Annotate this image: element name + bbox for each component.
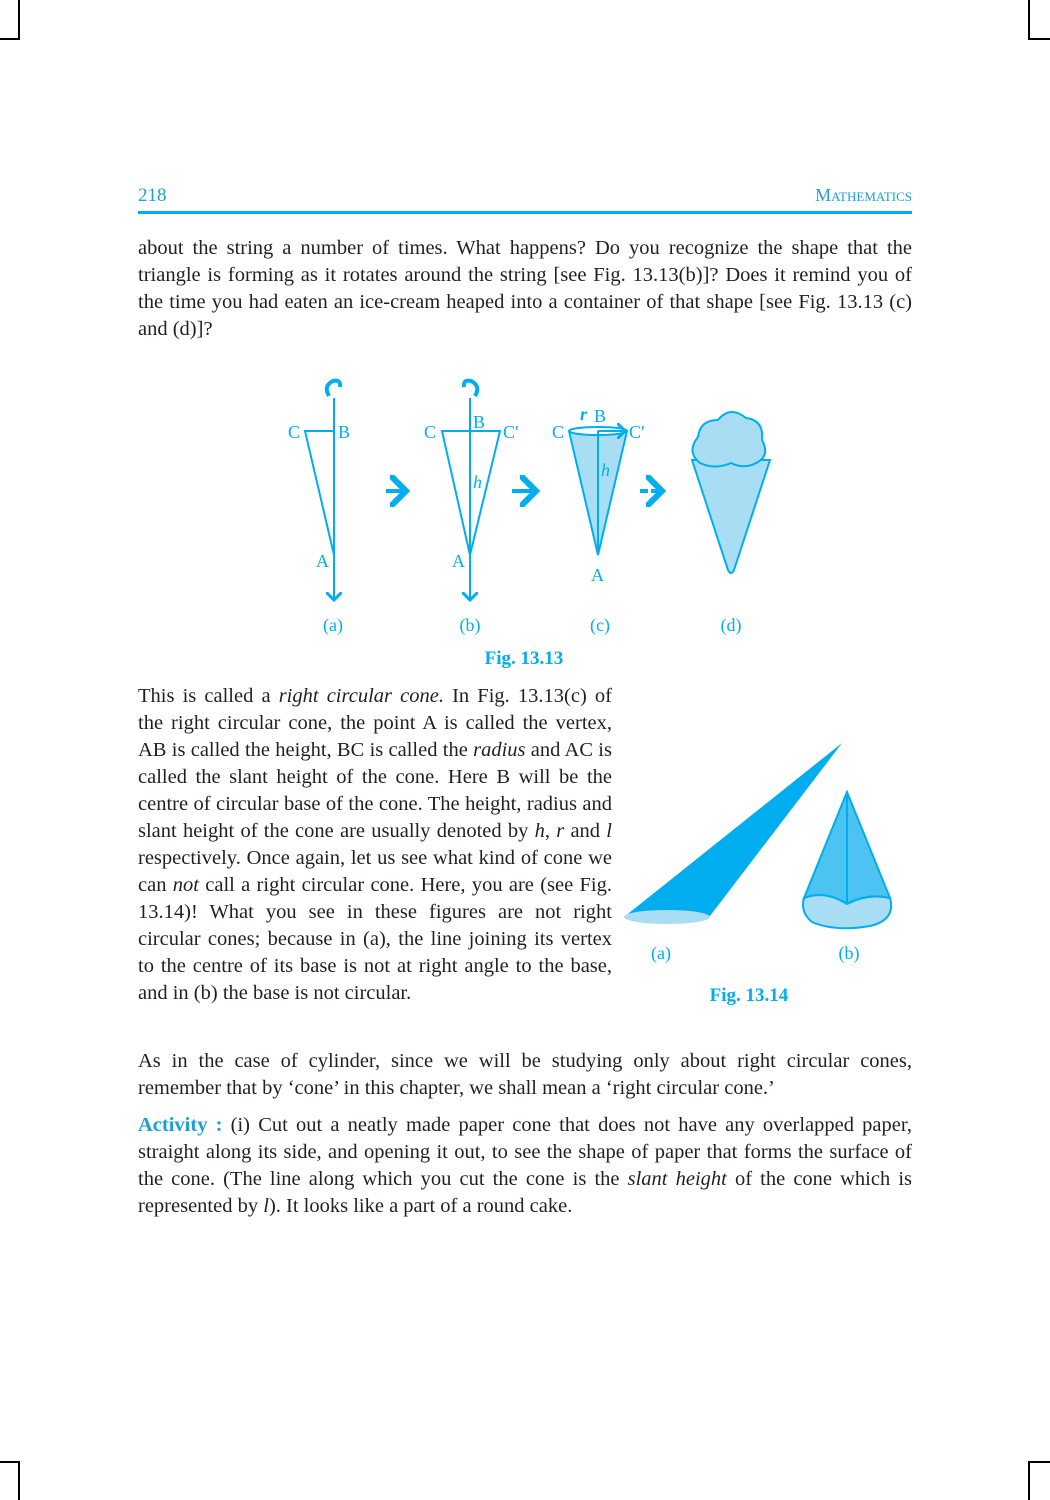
text: and	[564, 820, 607, 842]
figure-caption: Fig. 13.13	[484, 648, 564, 669]
label-b: B	[338, 422, 351, 442]
text: (i) Cut out a neatly made paper cone that does not have any overlapped paper, straight along its side, and opening it out, to see the shape of paper that forms the surface of the cone. (The line along which you cut the cone is the	[138, 1114, 912, 1190]
label-c: C	[288, 422, 301, 442]
cylinder-paragraph: As in the case of cylinder, since we will be studying only about right circular cones, remember that by ‘cone’ in this chapter, we shall mean a ‘right circular cone.’	[138, 1050, 912, 1099]
label-h: h	[473, 472, 482, 492]
label-a: A	[316, 551, 329, 571]
text: ). It looks like a part of a round cake.	[268, 1195, 573, 1217]
text: and AC is called the slant height of the cone. Here B will be the centre of circular base of the cone. The height, radius and slant height of the cone are usually denoted by	[138, 739, 612, 842]
emphasis: right circular cone.	[278, 685, 444, 707]
sublabel-b: (b)	[459, 615, 481, 635]
emphasis: radius	[473, 739, 526, 761]
emphasis: l	[263, 1195, 269, 1217]
label-c: C	[424, 422, 437, 442]
label-a: A	[452, 551, 465, 571]
fig-b-triangle	[442, 381, 500, 600]
label-c-prime: C′	[503, 422, 519, 442]
label-r: r	[580, 404, 588, 424]
activity-label: Activity :	[138, 1114, 223, 1136]
figure-13-13-labels	[288, 404, 742, 669]
emphasis: h, r	[534, 820, 565, 842]
figure-caption: Fig. 13.14	[709, 985, 789, 1006]
label-a: A	[591, 565, 604, 585]
text: call a right circular cone. Here, you are (see Fig. 13.14)! What you see in these figures are not right circular cones; because in (a), the line joining its vertex to the centre of its base is not at right angle to the base, and in (b) the base is not circular.	[138, 874, 612, 1004]
label-c-prime: C′	[629, 422, 645, 442]
emphasis: l	[606, 820, 612, 842]
fig-d-ice-cream	[692, 412, 770, 573]
text: respectively. Once again, let us see what kind of cone we can	[138, 847, 612, 896]
intro-paragraph: about the string a number of times. What happens? Do you recognize the shape that the triangle is forming as it rotates around the string [see Fig. 13.13(b)]? Does it remind you of the time you had eaten an ice-cream heaped into a container of that shape [see Fig. 13.13 (c) and (d)]?	[138, 237, 912, 340]
emphasis: not	[172, 874, 199, 896]
sublabel-a: (a)	[323, 615, 343, 635]
non-circular-base-cone	[803, 792, 891, 928]
label-c: C	[552, 422, 565, 442]
sublabel-b: (b)	[838, 943, 860, 963]
running-title: Mathematics	[815, 185, 912, 205]
label-b: B	[594, 406, 607, 426]
rotation-arrow-icon	[464, 381, 477, 396]
sublabel-a: (a)	[651, 943, 671, 963]
label-h: h	[601, 460, 610, 480]
page-number: 218	[138, 185, 167, 206]
emphasis: slant height	[627, 1168, 727, 1190]
sublabel-c: (c)	[590, 615, 610, 635]
figure-13-14	[624, 743, 891, 1006]
text: of the cone which is represented by	[138, 1168, 913, 1217]
label-b: B	[473, 412, 486, 432]
text: In Fig. 13.13(c) of the right circular cone, the point A is called the vertex, AB is called the height, BC is called the	[138, 685, 612, 761]
sublabel-d: (d)	[720, 615, 742, 635]
rotation-arrow-icon	[327, 381, 340, 396]
figure-13-13	[305, 381, 770, 600]
fig-c-cone	[569, 427, 627, 555]
text: This is called a	[138, 685, 279, 707]
